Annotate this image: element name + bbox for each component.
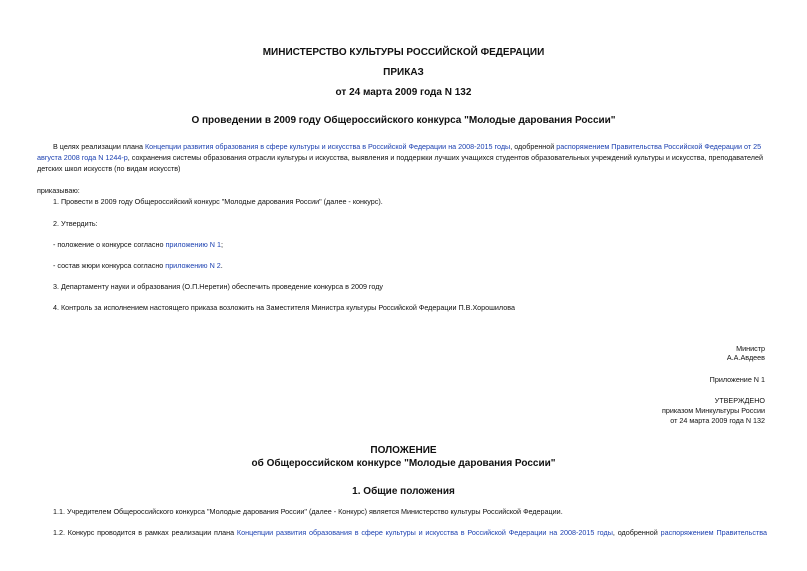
p12-concept-link[interactable]: Концепции развития образования в сфере культуры и искусства в Российской Федерации на 2008-2015 годы xyxy=(236,528,613,537)
concept-link[interactable]: Концепции развития образования в сфере культуры и искусства в Российской Федерации на 2008-2015 годы xyxy=(144,142,511,151)
appendix-1-link[interactable]: приложению N 1 xyxy=(165,240,221,249)
order-item-2: 2. Утвердить: xyxy=(53,219,98,228)
appendix-2-link[interactable]: приложению N 2 xyxy=(165,261,221,270)
approved-date-number: от 24 марта 2009 года N 132 xyxy=(670,416,765,425)
p12-government-order-link[interactable]: распоряжением Правительства xyxy=(660,528,767,537)
appendix-label: Приложение N 1 xyxy=(709,375,765,384)
order-item-4: 4. Контроль за исполнением настоящего приказа возложить на Заместителя Министра культуры Российской Федерации П.В.Хорошилова xyxy=(53,303,515,312)
regulation-subtitle: об Общероссийском конкурсе "Молодые дарования России" xyxy=(251,458,556,469)
order-item-2b xyxy=(53,260,223,271)
government-order-link-part2[interactable]: августа 2008 года N 1244-р xyxy=(37,153,128,162)
order-word: приказываю: xyxy=(37,186,80,195)
item-2b-end: . xyxy=(220,261,223,270)
government-order-link-part1[interactable]: распоряжением Правительства Российской Федерации от 25 xyxy=(556,142,762,151)
order-item-3: 3. Департаменту науки и образования (О.П.Неретин) обеспечить проведение конкурса в 2009 году xyxy=(53,282,384,291)
order-item-2a xyxy=(53,239,223,250)
regulation-title: ПОЛОЖЕНИЕ xyxy=(370,445,437,456)
item-2b-text: - состав жюри конкурса согласно xyxy=(53,261,166,270)
p12-text-mid: , одобренной xyxy=(612,528,661,537)
doc-type-heading: ПРИКАЗ xyxy=(383,67,424,78)
approved-label: УТВЕРЖДЕНО xyxy=(714,396,765,405)
preamble-line-1 xyxy=(53,141,761,152)
order-date-number: от 24 марта 2009 года N 132 xyxy=(335,87,472,98)
preamble-line-2 xyxy=(37,152,763,163)
approved-by-order: приказом Минкультуры России xyxy=(661,406,765,415)
order-item-1: 1. Провести в 2009 году Общероссийский конкурс "Молодые дарования России" (далее - конкурс). xyxy=(53,197,383,206)
item-2a-end: ; xyxy=(220,240,223,249)
ministry-heading: МИНИСТЕРСТВО КУЛЬТУРЫ РОССИЙСКОЙ ФЕДЕРАЦИИ xyxy=(262,47,545,58)
preamble-text-mid: , одобренной xyxy=(510,142,557,151)
preamble-line-3: детских школ искусств (по видам искусств) xyxy=(37,164,181,173)
preamble-text-rest: , сохранения системы образования отрасли культуры и искусства, выявления и поддержки лучших учащихся студентов образовательных учреждений культуры и искусства, преподавателей xyxy=(127,153,764,162)
preamble-text-start: В целях реализации плана xyxy=(53,142,145,151)
p12-text-start: 1.2. Конкурс проводится в рамках реализации плана xyxy=(53,528,237,537)
section-1-heading: 1. Общие положения xyxy=(352,486,455,497)
paragraph-1-1: 1.1. Учредителем Общероссийского конкурса "Молодые дарования России" (далее - Конкурс) является Министерство культуры Российской Федерации. xyxy=(53,507,563,516)
paragraph-1-2 xyxy=(53,527,767,538)
order-subject: О проведении в 2009 году Общероссийского конкурса "Молодые дарования России" xyxy=(191,115,616,126)
signature-name: А.А.Авдеев xyxy=(726,353,765,362)
signature-title: Министр xyxy=(736,344,765,353)
item-2a-text: - положение о конкурсе согласно xyxy=(53,240,166,249)
